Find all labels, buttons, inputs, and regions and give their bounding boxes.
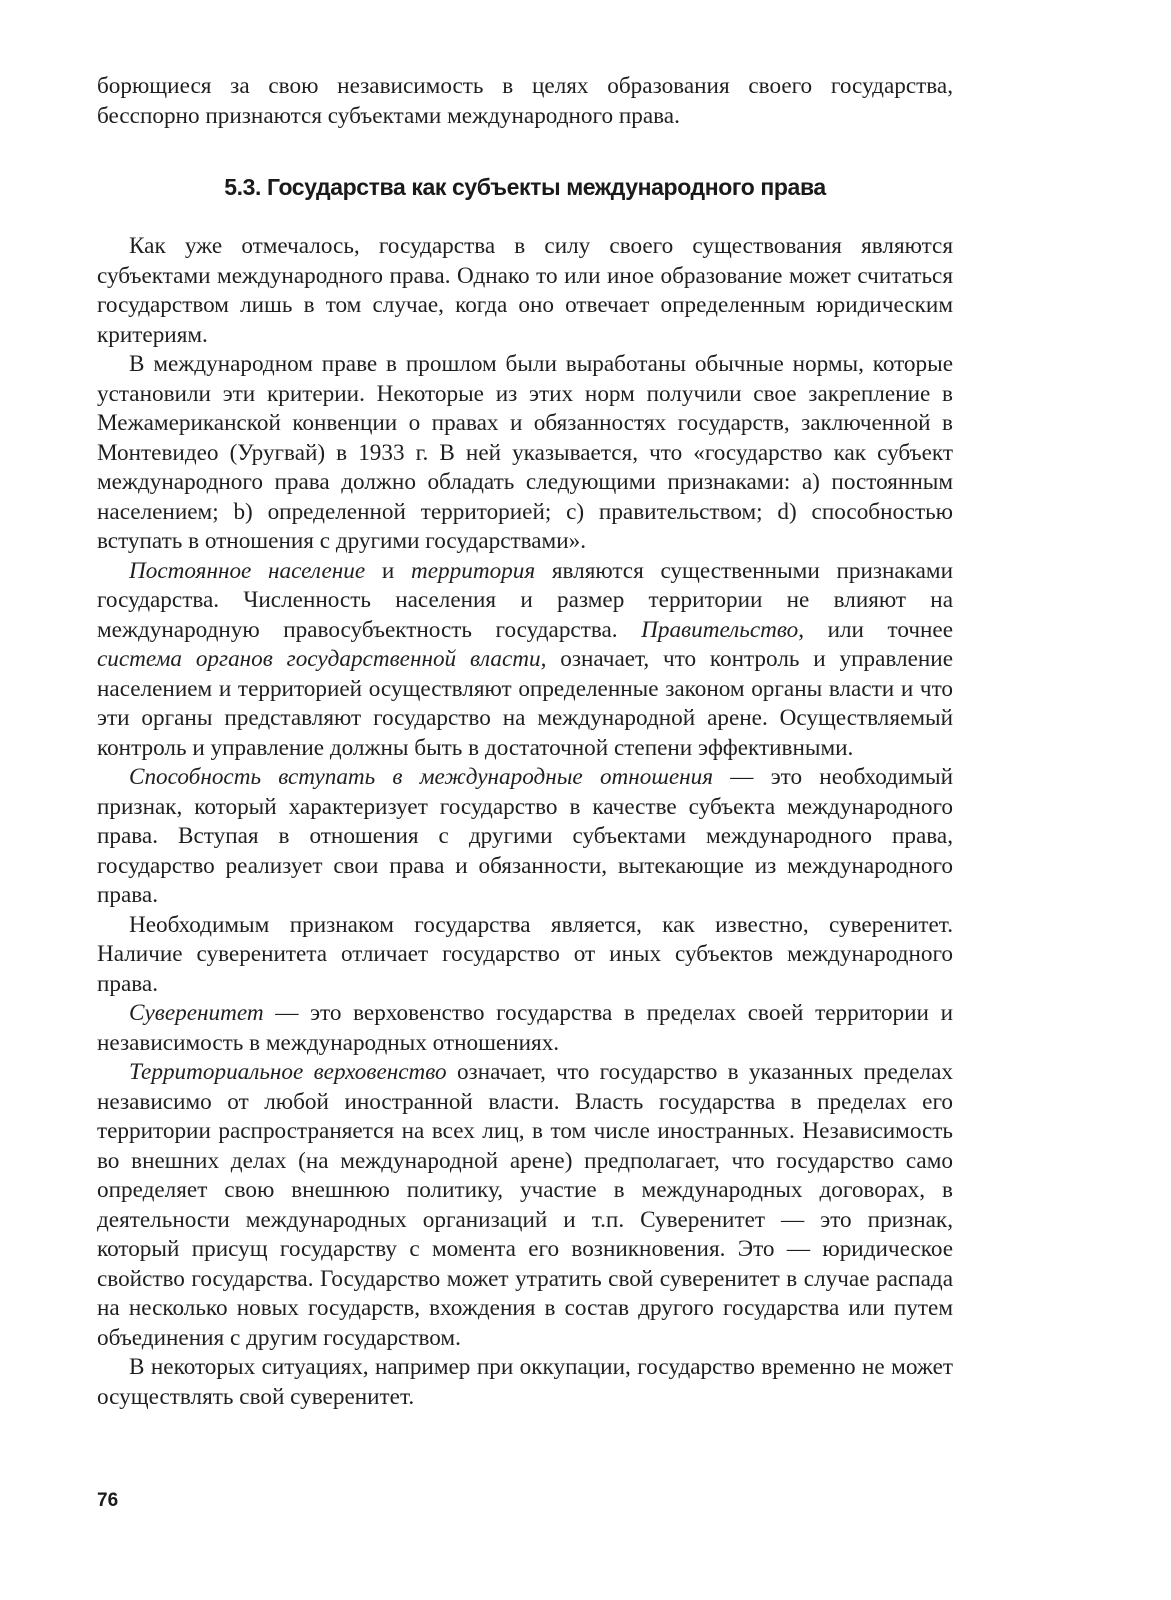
paragraph-3-text-4: означает, что контроль и управление населением и территорией осуществляют определенные законом органы власти и что эти органы представляют государство на международной арене. Осуществляемый контроль и управление должны быть в достаточной степени эффективными. bbox=[97, 646, 953, 761]
paragraph-1: Как уже отмечалось, государства в силу своего существования являются субъектами международного права. Однако то или иное образование может считаться государством лишь в том случае, когда оно отвечает определенным юридическим критериям. bbox=[97, 233, 953, 348]
intro-continuation: борющиеся за свою независимость в целях образования своего государства, бесспорно признаются субъектами международного права. bbox=[97, 73, 953, 129]
paragraph-6 bbox=[97, 999, 953, 1058]
page-body bbox=[97, 72, 953, 1412]
paragraph-5: Необходимым признаком государства является, как известно, суверенитет. Наличие суверенитета отличает государство от иных субъектов международного права. bbox=[97, 911, 953, 997]
paragraph-7-text-1: означает, что государство в указанных пределах независимо от любой иностранной власти. Власть государства в пределах его территории распространяется на всех лиц, в том числе иностранных. Независимость во внешних делах (на международной арене) предполагает, что государство само определяет свою внешнюю политику, участие в международных договорах, в деятельности международных организаций и т.п. Суверенитет — это признак, который присущ государству с момента его возникновения. Это — юридическое свойство государства. Государство может утратить свой суверенитет в случае распада на несколько новых государств, вхождения в состав другого государства или путем объединения с другим государством. bbox=[97, 1059, 953, 1351]
page-number: 76 bbox=[97, 1490, 119, 1511]
term-capacity-relations: Способность вступать в международные отношения bbox=[129, 764, 714, 790]
paragraph-7 bbox=[97, 1058, 953, 1353]
paragraph-6-text-1: — это верховенство государства в пределах своей территории и независимость в международных отношениях. bbox=[97, 1000, 953, 1056]
paragraph-4-text-1: — это необходимый признак, который характеризует государство в качестве субъекта международного права. Вступая в отношения с другими субъектами международного права, государство реализует свои права и обязанности, вытекающие из международного права. bbox=[97, 764, 953, 908]
paragraph-4 bbox=[97, 763, 953, 911]
paragraph-3-text-2: являются существенными признаками государства. Численность населения и размер территории не влияют на международную правосубъектность государства. bbox=[97, 557, 954, 643]
term-sovereignty: Суверенитет bbox=[129, 1000, 264, 1026]
paragraph-3-text-1: и bbox=[365, 557, 411, 584]
section-heading: 5.3. Государства как субъекты международного права bbox=[224, 174, 826, 200]
term-population: Постоянное население bbox=[129, 557, 366, 584]
paragraph-2: В международном праве в прошлом были выработаны обычные нормы, которые установили эти критерии. Некоторые из этих норм получили свое закрепление в Межамериканской конвенции о правах и обязанностях государств, заключенной в Монтевидео (Уругвай) в 1933 г. В ней указывается, что «государство как субъект международного права должно обладать следующими признаками: a) постоянным населением; b) определенной территорией; c) правительством; d) способностью вступать в отношения с другими государствами». bbox=[97, 351, 953, 554]
term-government: Правительство bbox=[641, 616, 799, 643]
paragraph-3 bbox=[97, 557, 953, 764]
term-state-power-system: система органов государственной власти, bbox=[97, 646, 547, 672]
term-territory: территория bbox=[411, 557, 536, 584]
paragraph-3-text-3: , или точнее bbox=[798, 616, 953, 643]
term-territorial-supremacy: Территориальное верховенство bbox=[129, 1059, 447, 1085]
paragraph-8: В некоторых ситуациях, например при оккупации, государство временно не может осуществлять свой суверенитет. bbox=[97, 1354, 953, 1410]
